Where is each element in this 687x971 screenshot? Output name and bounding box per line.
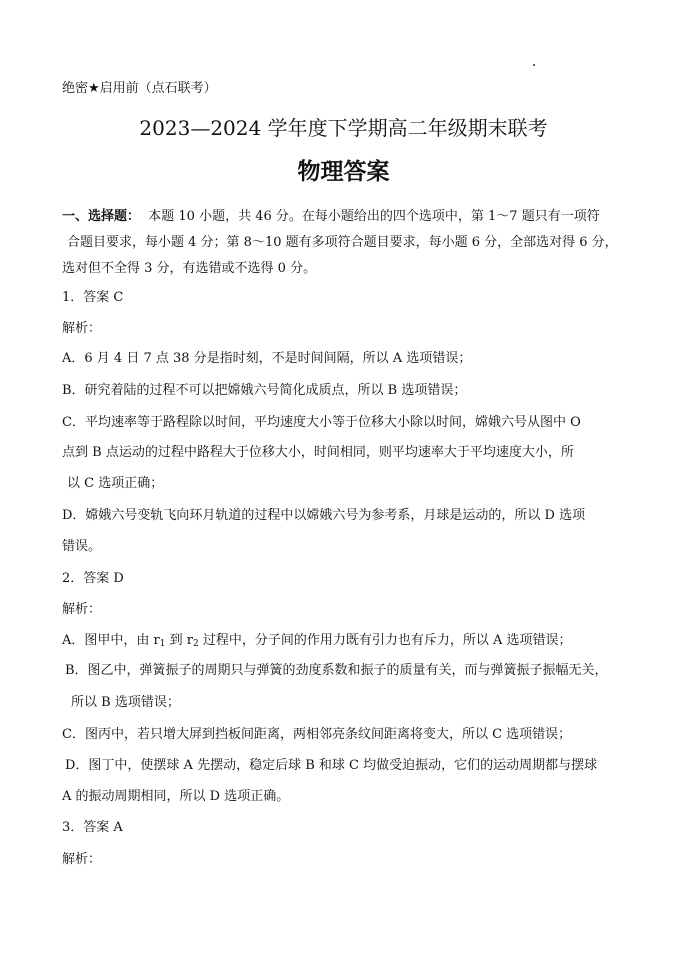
q2-option-d-line2: A 的振动周期相同，所以 D 选项正确。 bbox=[62, 789, 290, 804]
star-icon: ★ bbox=[88, 81, 100, 96]
q1-answer: 1．答案 C bbox=[62, 290, 124, 305]
q2-option-d-line1: D．图丁中，使摆球 A 先摆动，稳定后球 B 和球 C 均做受迫振动，它们的运动周期都与摆球 bbox=[65, 758, 598, 773]
q1-option-c-line2: 点到 B 点运动的过程中路程大于位移大小，时间相同，则平均速率大于平均速度大小，所 bbox=[62, 445, 574, 460]
q2-answer: 2．答案 D bbox=[62, 571, 124, 586]
confidential-label bbox=[62, 80, 217, 98]
section-intro-line1: 一、选择题： 本题 10 小题，共 46 分。在每小题给出的四个选项中，第 1～7 题只有一项符 bbox=[62, 209, 600, 224]
section-heading: 一、选择题： bbox=[62, 209, 141, 224]
section-intro-line2: 合题目要求，每小题 4 分；第 8～10 题有多项符合题目要求，每小题 6 分，全部选对得 6 分， bbox=[67, 235, 618, 250]
secret-suffix: 启用前（点石联考） bbox=[99, 81, 217, 96]
subject-title: 物理答案 bbox=[297, 159, 390, 185]
exam-title: 2023—2024 学年度下学期高二年级期末联考 bbox=[139, 116, 548, 140]
q1-option-c-line3: 以 C 选项正确； bbox=[67, 476, 164, 491]
q2-option-b-line2: 所以 B 选项错误； bbox=[71, 695, 180, 710]
speck-mark bbox=[533, 64, 535, 66]
q1-option-d-line2: 错误。 bbox=[62, 539, 102, 554]
q3-answer: 3．答案 A bbox=[62, 820, 123, 835]
section-intro-line3: 选对但不全得 3 分，有选错或不选得 0 分。 bbox=[62, 261, 317, 276]
q1-option-d-line1: D．嫦娥六号变轨飞向环月轨道的过程中以嫦娥六号为参考系，月球是运动的，所以 D 选项 bbox=[62, 508, 586, 523]
q2-option-a: A．图甲中，由 $r_1$ 到 $r_2$ 过程中，分子间的作用力既有引力也有斥力，所以 A 选项错误； bbox=[62, 633, 572, 649]
secret-prefix: 绝密 bbox=[62, 81, 89, 96]
q1-option-c-line1: C．平均速率等于路程除以时间，平均速度大小等于位移大小除以时间，嫦娥六号从图中 O bbox=[62, 415, 581, 430]
q2-analysis-label: 解析： bbox=[62, 602, 102, 617]
q3-analysis-label: 解析： bbox=[62, 852, 102, 867]
q2-option-c: C．图丙中，若只增大屏到挡板间距离，两相邻亮条纹间距离将变大，所以 C 选项错误； bbox=[62, 727, 572, 742]
q1-option-a: A．6 月 4 日 7 点 38 分是指时刻，不是时间间隔，所以 A 选项错误； bbox=[62, 351, 472, 366]
q1-analysis-label: 解析： bbox=[62, 321, 102, 336]
q2-option-b-line1: B．图乙中，弹簧振子的周期只与弹簧的劲度系数和振子的质量有关，而与弹簧振子振幅无关， bbox=[65, 663, 608, 678]
q1-option-b: B．研究着陆的过程不可以把嫦娥六号简化成质点，所以 B 选项错误； bbox=[62, 383, 467, 398]
